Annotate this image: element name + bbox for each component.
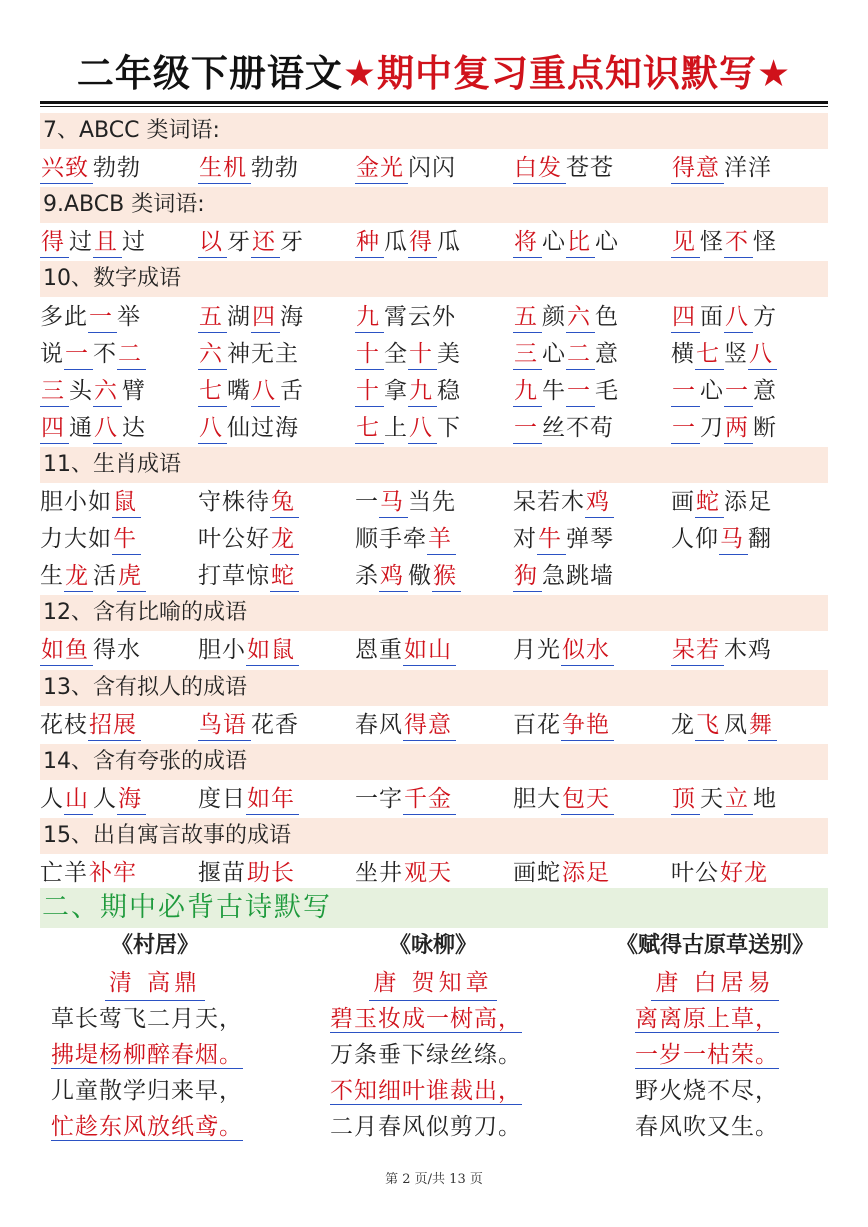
- given-text: 一字: [355, 785, 403, 812]
- answer-text: 争艳: [561, 710, 614, 741]
- given-text: 牙: [280, 229, 304, 256]
- answer-text: 三: [40, 376, 69, 407]
- idiom-cell: [40, 521, 141, 557]
- idiom-cell: [355, 336, 461, 372]
- given-text: 活: [93, 563, 117, 590]
- poem-line: 二月春风似剪刀。: [330, 1114, 522, 1140]
- given-text: 勃勃: [251, 155, 299, 182]
- answer-text: 鸟语: [198, 710, 251, 741]
- answer-text: 二: [566, 339, 595, 370]
- given-text: 木鸡: [724, 637, 772, 664]
- answer-text: 马: [379, 487, 408, 518]
- given-text: 人: [40, 785, 64, 812]
- answer-text: 且: [93, 227, 122, 258]
- idiom-cell: [355, 707, 456, 743]
- idiom-cell: [671, 224, 777, 260]
- idiom-cell: [513, 484, 614, 520]
- given-text: 意: [753, 377, 777, 404]
- idiom-cell: [198, 855, 299, 891]
- answer-text: 将: [513, 227, 542, 258]
- given-text: 春风: [355, 711, 403, 738]
- given-text: 洋洋: [724, 155, 772, 182]
- answer-text: 白发: [513, 153, 566, 184]
- idiom-cell: [198, 558, 299, 594]
- given-text: 画: [671, 489, 695, 515]
- idiom-cell: [198, 410, 299, 446]
- poem-author: 唐 白居易: [590, 966, 840, 1001]
- section-heading: 11、生肖成语: [40, 447, 828, 483]
- idiom-row: [40, 484, 828, 520]
- given-text: 守株待: [198, 489, 270, 515]
- poem-line-answer: 拂堤杨柳醉春烟。: [51, 1042, 243, 1068]
- answer-text: 虎: [117, 561, 146, 592]
- given-text: 神无主: [227, 340, 299, 367]
- idiom-row: [40, 521, 828, 557]
- given-text: 美: [437, 340, 461, 367]
- answer-text: 飞: [695, 710, 724, 741]
- given-text: 呆若木: [513, 489, 585, 515]
- title-highlight: ★期中复习重点知识默写★: [342, 52, 792, 95]
- given-text: 地: [753, 785, 777, 812]
- given-text: 恩重: [355, 637, 403, 664]
- answer-text: 三: [513, 339, 542, 370]
- given-text: 花香: [251, 711, 299, 738]
- section-heading: 14、含有夸张的成语: [40, 744, 828, 780]
- answer-text: 蛇: [695, 487, 724, 518]
- answer-text: 一: [671, 376, 700, 407]
- answer-text: 好龙: [719, 858, 772, 889]
- answer-text: 助长: [246, 858, 299, 889]
- answer-text: 九: [513, 376, 542, 407]
- answer-text: 得意: [671, 153, 724, 184]
- idiom-cell: [198, 484, 299, 520]
- given-text: 苍苍: [566, 155, 614, 182]
- poem-line-answer: 碧玉妆成一树高，: [330, 1006, 522, 1032]
- given-text: 说: [40, 340, 64, 367]
- given-text: 丝不苟: [542, 414, 614, 441]
- given-text: 叶公好: [198, 526, 270, 553]
- answer-text: 鸡: [379, 561, 408, 592]
- answer-text: 七: [695, 339, 724, 370]
- idiom-cell: [671, 707, 777, 743]
- idiom-cell: [671, 632, 772, 668]
- poem-line-answer: 一岁一枯荣。: [635, 1042, 779, 1068]
- answer-text: 一: [88, 302, 117, 333]
- answer-text: 如年: [246, 784, 299, 815]
- poem-line-answer: 忙趁东风放纸鸢。: [51, 1114, 243, 1140]
- poem-title: 《赋得古原草送别》: [615, 933, 814, 958]
- idiom-row: [40, 632, 828, 668]
- answer-text: 猴: [432, 561, 461, 592]
- given-text: 勃勃: [93, 155, 141, 182]
- given-text: 方: [753, 303, 777, 330]
- answer-text: 以: [198, 227, 227, 258]
- answer-text: 牛: [112, 524, 141, 555]
- answer-text: 呆若: [671, 635, 724, 666]
- answer-text: 生机: [198, 153, 251, 184]
- section-heading: 15、出自寓言故事的成语: [40, 818, 828, 854]
- idiom-cell: [355, 855, 456, 891]
- idiom-cell: [40, 781, 146, 817]
- answer-text: 十: [355, 376, 384, 407]
- given-text: 多此: [40, 303, 88, 330]
- idiom-cell: [355, 558, 461, 594]
- poem-line: 万条垂下绿丝绦。: [330, 1042, 522, 1068]
- answer-text: 得意: [403, 710, 456, 741]
- idiom-cell: [40, 224, 146, 260]
- answer-text: 蛇: [270, 561, 299, 592]
- answer-text: 如鼠: [246, 635, 299, 666]
- idiom-row: [40, 336, 828, 372]
- answer-text: 五: [513, 302, 542, 333]
- answer-text: 牛: [537, 524, 566, 555]
- idiom-cell: [355, 632, 456, 668]
- given-text: 心: [595, 229, 619, 256]
- given-text: 举: [117, 303, 141, 330]
- given-text: 杀: [355, 563, 379, 590]
- idiom-cell: [671, 855, 772, 891]
- idiom-cell: [671, 150, 772, 186]
- given-text: 胆大: [513, 785, 561, 812]
- idiom-cell: [40, 707, 141, 743]
- poem-line: 草长莺飞二月天，: [51, 1006, 243, 1032]
- idiom-cell: [355, 373, 461, 409]
- answer-text: 十: [355, 339, 384, 370]
- answer-text: 龙: [270, 524, 299, 555]
- poem-section-heading: 二、期中必背古诗默写: [40, 888, 828, 928]
- poem-line-answer: 离离原上草，: [635, 1006, 779, 1032]
- given-text: 意: [595, 340, 619, 367]
- poem-author: 清 高鼎: [25, 966, 285, 1001]
- answer-text: 见: [671, 227, 700, 258]
- answer-text: 八: [251, 376, 280, 407]
- given-text: 生: [40, 563, 64, 590]
- idiom-cell: [513, 632, 614, 668]
- given-text: 过: [122, 229, 146, 256]
- given-text: 人仰: [671, 526, 719, 553]
- given-text: 力大如: [40, 526, 112, 553]
- answer-text: 包天: [561, 784, 614, 815]
- title-main: 二年级下册语文: [76, 52, 343, 95]
- given-text: 通: [69, 414, 93, 441]
- given-text: 心: [542, 340, 566, 367]
- idiom-cell: [513, 336, 619, 372]
- given-text: 亡羊: [40, 860, 88, 886]
- idiom-cell: [671, 373, 777, 409]
- idiom-cell: [671, 299, 777, 335]
- idiom-cell: [671, 781, 777, 817]
- answer-text: 四: [671, 302, 700, 333]
- given-text: 揠苗: [198, 860, 246, 886]
- answer-text: 不: [724, 227, 753, 258]
- section-heading: 10、数字成语: [40, 261, 828, 297]
- page-title: [40, 48, 828, 100]
- given-text: 霄云外: [384, 303, 456, 330]
- given-text: 急跳墙: [542, 563, 614, 590]
- given-text: 仙过海: [227, 414, 299, 441]
- idiom-cell: [671, 336, 777, 372]
- given-text: 月光: [513, 637, 561, 664]
- answer-text: 八: [724, 302, 753, 333]
- idiom-cell: [355, 521, 456, 557]
- idiom-cell: [40, 558, 146, 594]
- idiom-cell: [513, 150, 614, 186]
- given-text: 怪: [700, 229, 724, 256]
- given-text: 胆小如: [40, 489, 112, 515]
- given-text: 叶公: [671, 860, 719, 886]
- given-text: 花枝: [40, 711, 88, 738]
- idiom-cell: [198, 299, 304, 335]
- given-text: 当先: [408, 489, 456, 515]
- idiom-cell: [40, 150, 141, 186]
- idiom-row: [40, 781, 828, 817]
- answer-text: 八: [748, 339, 777, 370]
- answer-text: 还: [251, 227, 280, 258]
- given-text: 断: [753, 414, 777, 441]
- poem-line: 野火烧不尽，: [635, 1078, 779, 1104]
- idiom-cell: [513, 521, 614, 557]
- page-footer: 第 2 页/共 13 页: [385, 1172, 483, 1187]
- given-text: 瓜: [384, 229, 408, 256]
- given-text: 心: [700, 377, 724, 404]
- answer-text: 一: [64, 339, 93, 370]
- answer-text: 二: [117, 339, 146, 370]
- idiom-row: [40, 410, 828, 446]
- answer-text: 兴致: [40, 153, 93, 184]
- idiom-cell: [355, 410, 461, 446]
- answer-text: 羊: [427, 524, 456, 555]
- given-text: 对: [513, 526, 537, 553]
- given-text: 下: [437, 414, 461, 441]
- answer-text: 海: [117, 784, 146, 815]
- given-text: 面: [700, 303, 724, 330]
- given-text: 达: [122, 414, 146, 441]
- title-rule-thin: [40, 106, 828, 107]
- idiom-row: [40, 373, 828, 409]
- given-text: 翻: [748, 526, 772, 553]
- idiom-cell: [671, 410, 777, 446]
- idiom-cell: [513, 299, 619, 335]
- answer-text: 招展: [88, 710, 141, 741]
- answer-text: 一: [513, 413, 542, 444]
- answer-text: 九: [408, 376, 437, 407]
- given-text: 百花: [513, 711, 561, 738]
- answer-text: 七: [355, 413, 384, 444]
- section-heading: 13、含有拟人的成语: [40, 670, 828, 706]
- answer-text: 舞: [748, 710, 777, 741]
- answer-text: 顶: [671, 784, 700, 815]
- idiom-cell: [355, 150, 456, 186]
- given-text: 全: [384, 340, 408, 367]
- given-text: 凤: [724, 711, 748, 738]
- section-heading: 7、ABCC 类词语:: [40, 113, 828, 149]
- given-text: 人: [93, 785, 117, 812]
- idiom-row: [40, 150, 828, 186]
- given-text: 天: [700, 785, 724, 812]
- given-text: 上: [384, 414, 408, 441]
- answer-text: 九: [355, 302, 384, 333]
- given-text: 弹琴: [566, 526, 614, 553]
- answer-text: 如山: [403, 635, 456, 666]
- given-text: 嘴: [227, 377, 251, 404]
- idiom-cell: [355, 781, 456, 817]
- given-text: 坐井: [355, 860, 403, 886]
- answer-text: 十: [408, 339, 437, 370]
- section-heading: 12、含有比喻的成语: [40, 595, 828, 631]
- title-rule-thick: [40, 101, 828, 104]
- given-text: 牛: [542, 377, 566, 404]
- given-text: 一: [355, 489, 379, 515]
- given-text: 竖: [724, 340, 748, 367]
- poem-title: 《村居》: [110, 933, 199, 958]
- answer-text: 立: [724, 784, 753, 815]
- given-text: 头: [69, 377, 93, 404]
- section-heading: 9.ABCB 类词语:: [40, 187, 828, 223]
- given-text: 牙: [227, 229, 251, 256]
- given-text: 得水: [93, 637, 141, 664]
- given-text: 不: [93, 340, 117, 367]
- idiom-row: [40, 855, 828, 891]
- answer-text: 得: [408, 227, 437, 258]
- poem-line: 春风吹又生。: [635, 1114, 779, 1140]
- answer-text: 金光: [355, 153, 408, 184]
- answer-text: 补牢: [88, 858, 141, 889]
- idiom-cell: [198, 224, 304, 260]
- answer-text: 兔: [270, 487, 299, 518]
- answer-text: 似水: [561, 635, 614, 666]
- poem-line: 儿童散学归来早，: [51, 1078, 243, 1104]
- answer-text: 两: [724, 413, 753, 444]
- idiom-cell: [671, 484, 772, 520]
- idiom-cell: [198, 373, 304, 409]
- idiom-cell: [198, 150, 299, 186]
- answer-text: 一: [671, 413, 700, 444]
- given-text: 龙: [671, 711, 695, 738]
- answer-text: 龙: [64, 561, 93, 592]
- answer-text: 观天: [403, 858, 456, 889]
- idiom-cell: [40, 484, 141, 520]
- poem-line-answer: 不知细叶谁裁出，: [330, 1078, 522, 1104]
- answer-text: 六: [198, 339, 227, 370]
- answer-text: 八: [198, 413, 227, 444]
- given-text: 稳: [437, 377, 461, 404]
- idiom-cell: [198, 707, 299, 743]
- given-text: 横: [671, 340, 695, 367]
- answer-text: 四: [251, 302, 280, 333]
- poem-title: 《咏柳》: [388, 933, 477, 958]
- idiom-row: [40, 224, 828, 260]
- idiom-cell: [513, 781, 614, 817]
- idiom-cell: [513, 558, 614, 594]
- idiom-cell: [40, 855, 141, 891]
- given-text: 舌: [280, 377, 304, 404]
- given-text: 瓜: [437, 229, 461, 256]
- given-text: 海: [280, 303, 304, 330]
- answer-text: 如鱼: [40, 635, 93, 666]
- answer-text: 一: [566, 376, 595, 407]
- given-text: 闪闪: [408, 155, 456, 182]
- answer-text: 鼠: [112, 487, 141, 518]
- answer-text: 一: [724, 376, 753, 407]
- answer-text: 山: [64, 784, 93, 815]
- given-text: 度日: [198, 785, 246, 812]
- idiom-cell: [355, 484, 456, 520]
- given-text: 顺手牵: [355, 526, 427, 553]
- idiom-cell: [513, 410, 614, 446]
- given-text: 怪: [753, 229, 777, 256]
- given-text: 拿: [384, 377, 408, 404]
- idiom-row: [40, 558, 828, 594]
- answer-text: 添足: [561, 858, 614, 889]
- idiom-cell: [513, 707, 614, 743]
- given-text: 儆: [408, 563, 432, 590]
- given-text: 心: [542, 229, 566, 256]
- idiom-row: [40, 299, 828, 335]
- idiom-cell: [40, 336, 146, 372]
- given-text: 湖: [227, 303, 251, 330]
- idiom-cell: [198, 632, 299, 668]
- answer-text: 鸡: [585, 487, 614, 518]
- idiom-cell: [355, 224, 461, 260]
- poem-author: 唐 贺知章: [303, 966, 563, 1001]
- given-text: 刀: [700, 414, 724, 441]
- idiom-cell: [198, 521, 299, 557]
- answer-text: 六: [93, 376, 122, 407]
- given-text: 画蛇: [513, 860, 561, 886]
- answer-text: 六: [566, 302, 595, 333]
- given-text: 毛: [595, 377, 619, 404]
- answer-text: 四: [40, 413, 69, 444]
- idiom-cell: [40, 299, 141, 335]
- idiom-cell: [40, 632, 141, 668]
- idiom-cell: [513, 855, 614, 891]
- answer-text: 比: [566, 227, 595, 258]
- answer-text: 种: [355, 227, 384, 258]
- answer-text: 八: [408, 413, 437, 444]
- given-text: 臂: [122, 377, 146, 404]
- answer-text: 千金: [403, 784, 456, 815]
- given-text: 过: [69, 229, 93, 256]
- idiom-cell: [671, 521, 772, 557]
- given-text: 打草惊: [198, 563, 270, 590]
- idiom-cell: [40, 373, 146, 409]
- idiom-cell: [513, 373, 619, 409]
- given-text: 胆小: [198, 637, 246, 664]
- answer-text: 八: [93, 413, 122, 444]
- answer-text: 五: [198, 302, 227, 333]
- given-text: 添足: [724, 489, 772, 515]
- answer-text: 马: [719, 524, 748, 555]
- idiom-row: [40, 707, 828, 743]
- idiom-cell: [198, 781, 299, 817]
- answer-text: 七: [198, 376, 227, 407]
- idiom-cell: [355, 299, 456, 335]
- idiom-cell: [198, 336, 299, 372]
- given-text: 色: [595, 303, 619, 330]
- answer-text: 狗: [513, 561, 542, 592]
- answer-text: 得: [40, 227, 69, 258]
- idiom-cell: [513, 224, 619, 260]
- given-text: 颜: [542, 303, 566, 330]
- idiom-cell: [40, 410, 146, 446]
